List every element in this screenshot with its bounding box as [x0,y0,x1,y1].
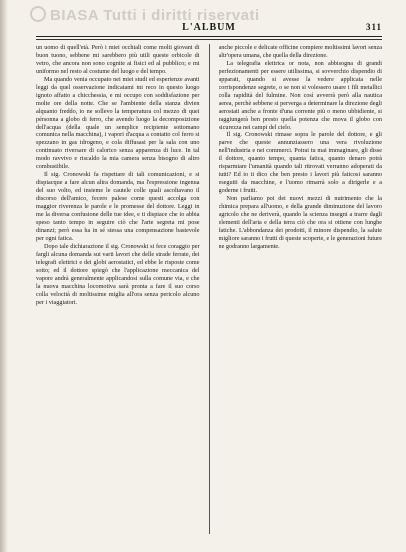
watermark-logo-icon [30,6,46,22]
header-rule-thin [36,39,382,40]
left-column [36,44,200,534]
left-paragraph: Dopo tale dichiarazione il sig. Cronowski si fece coraggio per fargli alcuna domanda sui varii lavori che delle strade ferrate, dei telegrafi elettrici e dei globi aerostatici, ed ebbe le risposte come sotto; ed il dottore spiegò che l'applicazione meccanica del vapore andrà generalmente applicandosi sulla comune via, e che la nuova macchina locomotiva sarà pronta a fare il suo corso colla velocità di moltissime miglia all'ora senza pericolo alcuno per i viaggiatori. [36,242,200,306]
text-columns [36,44,382,534]
left-paragraph: Il sig. Cronowski fa rispettare di tali comunicazioni, e si dispiacque a fare alcun altra domanda, ma l'espressione ingenua del suo volto, ed insieme le cautele colle quali ascoltavano il discorso dell'amico, fecero palese come questi accolga con maggior riverenza le parole e le promesse del dottore. Leggi in me la diversa confusione delle tue idee, e ti dispiace che io abbia speso tanto tempo in seguire ciò che l'arte segreta mi pose dinanzi; però essa ha in sé stessa una compensazione bastevole per ogni fatica. [36,171,200,242]
left-paragraph: un uomo di quell'età. Però i miei occhiali come molti giovani di buon tuono, sebbene mi sarebbero più utili queste orbicole di vetro, che ancora non sono cognite ai fisici ed al pubblico; e mi uniformo nel resto al costume del luogo e del tempo. [36,44,200,75]
right-column [219,44,383,534]
page-number: 311 [365,22,382,32]
right-paragraph: La telegrafia elettrica or nota, non abbisogna di grandi perfezionamenti per essere utilissima, si sovverchio dispendio di apparati, quando si avesse la vedere applicata nelle corrispondenze segrete, o se non si volessero usare i fili metallici colla rapidità del fulmine. Non così avverrà però alla nautica aerea, perchè sebbene si perverga a determinare la direzione degli aerostati anche a fronte d'una corrente più o meno ubbidiente, si raggiungerà ben presto quella potenza che mova il globo con sicurezza nei campi del cielo. [218,59,382,131]
page-header [36,22,382,36]
column-divider [209,44,210,534]
right-paragraph: anche piccole e delicate officine compiere moltissimi lavori senza altr'opera umana, che quella della direzione. [218,44,382,59]
page-title: L'ALBUM [182,22,236,33]
header-rule [36,36,382,37]
right-paragraph: Il sig. Cronowski rimase sopra le parole del dottore, e gli parve che queste annunziassero una vera rivoluzione nell'industria e nei commerci. Potrai tu mai immaginare, gli disse il dottore, quanto tempo, quanta fatica, quanto denaro potrà risparmiare l'umanità quando tali ritrovati verranno adoperati da tutti? Ed io ti dico che ben presto i lavori più faticosi saranno eseguiti da macchine, e l'uomo rimarrà solo a dirigerle e a goderne i frutti. [218,131,382,195]
right-paragraph: Non parliamo poi dei nuovi mezzi di nutrimento che la chimica prepara all'uomo, e della grande diminuzione del lavoro agricolo che ne deriverà, quando la scienza insegni a trarre dagli elementi dell'aria e della terra ciò che ora si ottiene con lunghe fatiche. L'abbondanza dei prodotti, il minore dispendio, la salute migliore saranno i frutti di queste scoperte, e le generazioni future ne godranno largamente. [218,195,382,250]
watermark-text: BIASA Tutti i diritti riservati [50,7,260,24]
page-binding-shadow [0,0,8,552]
left-paragraph: Ma quando venia occupato nei miei studi ed esperienze avanti leggi da quel osservazione indicatami mi reco in questo luogo ignoto affatto a chicchessia, e mi occupo con soddisfazione per molte ore della notte. Che se l'ambiente della stanza divien alquanto freddo, io ne sollevo la temperatura col mezzo di quei pérsonna a globo di ferro, che avendo luogo la decomposizione dell'acqua (della quale un semplice recipiente sottomano comunica nella macchina), i vapori d'acqua a contatto col ferro si spezzano in gas idrogeno, e cola diffusasi per la sala con uno continuato riversare di calorico senza apparenza di luce. In tal modo ravvivo e riscaldo la mia camera senza bisogno di altro combustibile. [36,75,200,171]
